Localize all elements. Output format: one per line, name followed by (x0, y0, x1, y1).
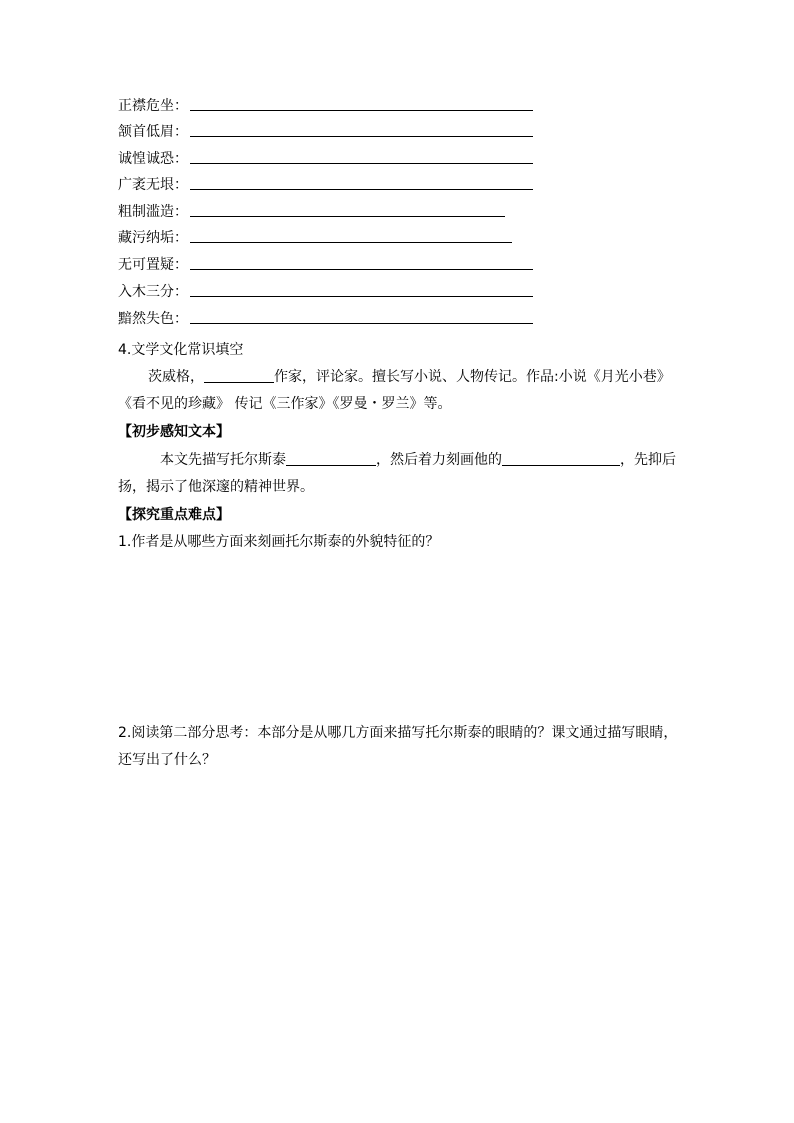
vocab-term: 入木三分： (118, 284, 188, 300)
paragraph-line: 《看不见的珍藏》 传记《三作家》《罗曼・罗兰》等。 (118, 396, 452, 412)
answer-blank[interactable] (190, 149, 533, 164)
vocab-row (118, 149, 188, 169)
vocab-term: 黯然失色： (118, 311, 188, 327)
vocab-term: 颔首低眉： (118, 124, 188, 140)
paragraph-line: 扬，揭示了他深邃的精神世界。 (118, 479, 314, 495)
question-2: 2.阅读第二部分思考：本部分是从哪几方面来描写托尔斯泰的眼睛的？课文通过描写眼睛， (118, 725, 678, 741)
paragraph-line (160, 450, 676, 470)
answer-blank[interactable] (204, 368, 274, 383)
vocab-term: 正襟危坐： (118, 98, 188, 114)
vocab-row (118, 122, 188, 142)
answer-blank[interactable] (190, 228, 512, 243)
section-heading: 4.文学文化常识填空 (118, 342, 244, 358)
vocab-term: 诚惶诚恐： (118, 151, 188, 167)
text-segment: 茨威格， (148, 369, 204, 385)
vocab-row (118, 282, 188, 302)
section-heading: 【初步感知文本】 (118, 424, 230, 440)
answer-blank[interactable] (190, 202, 505, 217)
vocab-term: 无可置疑： (118, 257, 188, 273)
answer-blank[interactable] (190, 309, 533, 324)
answer-blank[interactable] (502, 451, 620, 466)
paragraph-line (148, 367, 671, 387)
text-segment: 本文先描写托尔斯泰 (160, 452, 286, 468)
question-1: 1.作者是从哪些方面来刻画托尔斯泰的外貌特征的？ (118, 534, 440, 550)
vocab-row (118, 309, 188, 329)
vocab-row (118, 202, 188, 222)
answer-blank[interactable] (190, 122, 533, 137)
section-heading: 【探究重点难点】 (118, 507, 230, 523)
vocab-term: 粗制滥造： (118, 204, 188, 220)
answer-blank[interactable] (190, 282, 533, 297)
vocab-term: 广袤无垠： (118, 177, 188, 193)
answer-blank[interactable] (286, 451, 376, 466)
vocab-row (118, 175, 188, 195)
vocab-term: 藏污纳垢： (118, 230, 188, 246)
answer-blank[interactable] (190, 255, 533, 270)
answer-blank[interactable] (190, 175, 533, 190)
vocab-row (118, 228, 188, 248)
answer-blank[interactable] (190, 96, 533, 111)
vocab-row (118, 255, 188, 275)
vocab-row (118, 96, 188, 116)
text-segment: ，先抑后 (620, 452, 676, 468)
text-segment: ，然后着力刻画他的 (376, 452, 502, 468)
text-segment: 作家，评论家。擅长写小说、人物传记。作品:小说《月光小巷》 (274, 369, 671, 385)
question-2-continued: 还写出了什么？ (118, 752, 216, 768)
